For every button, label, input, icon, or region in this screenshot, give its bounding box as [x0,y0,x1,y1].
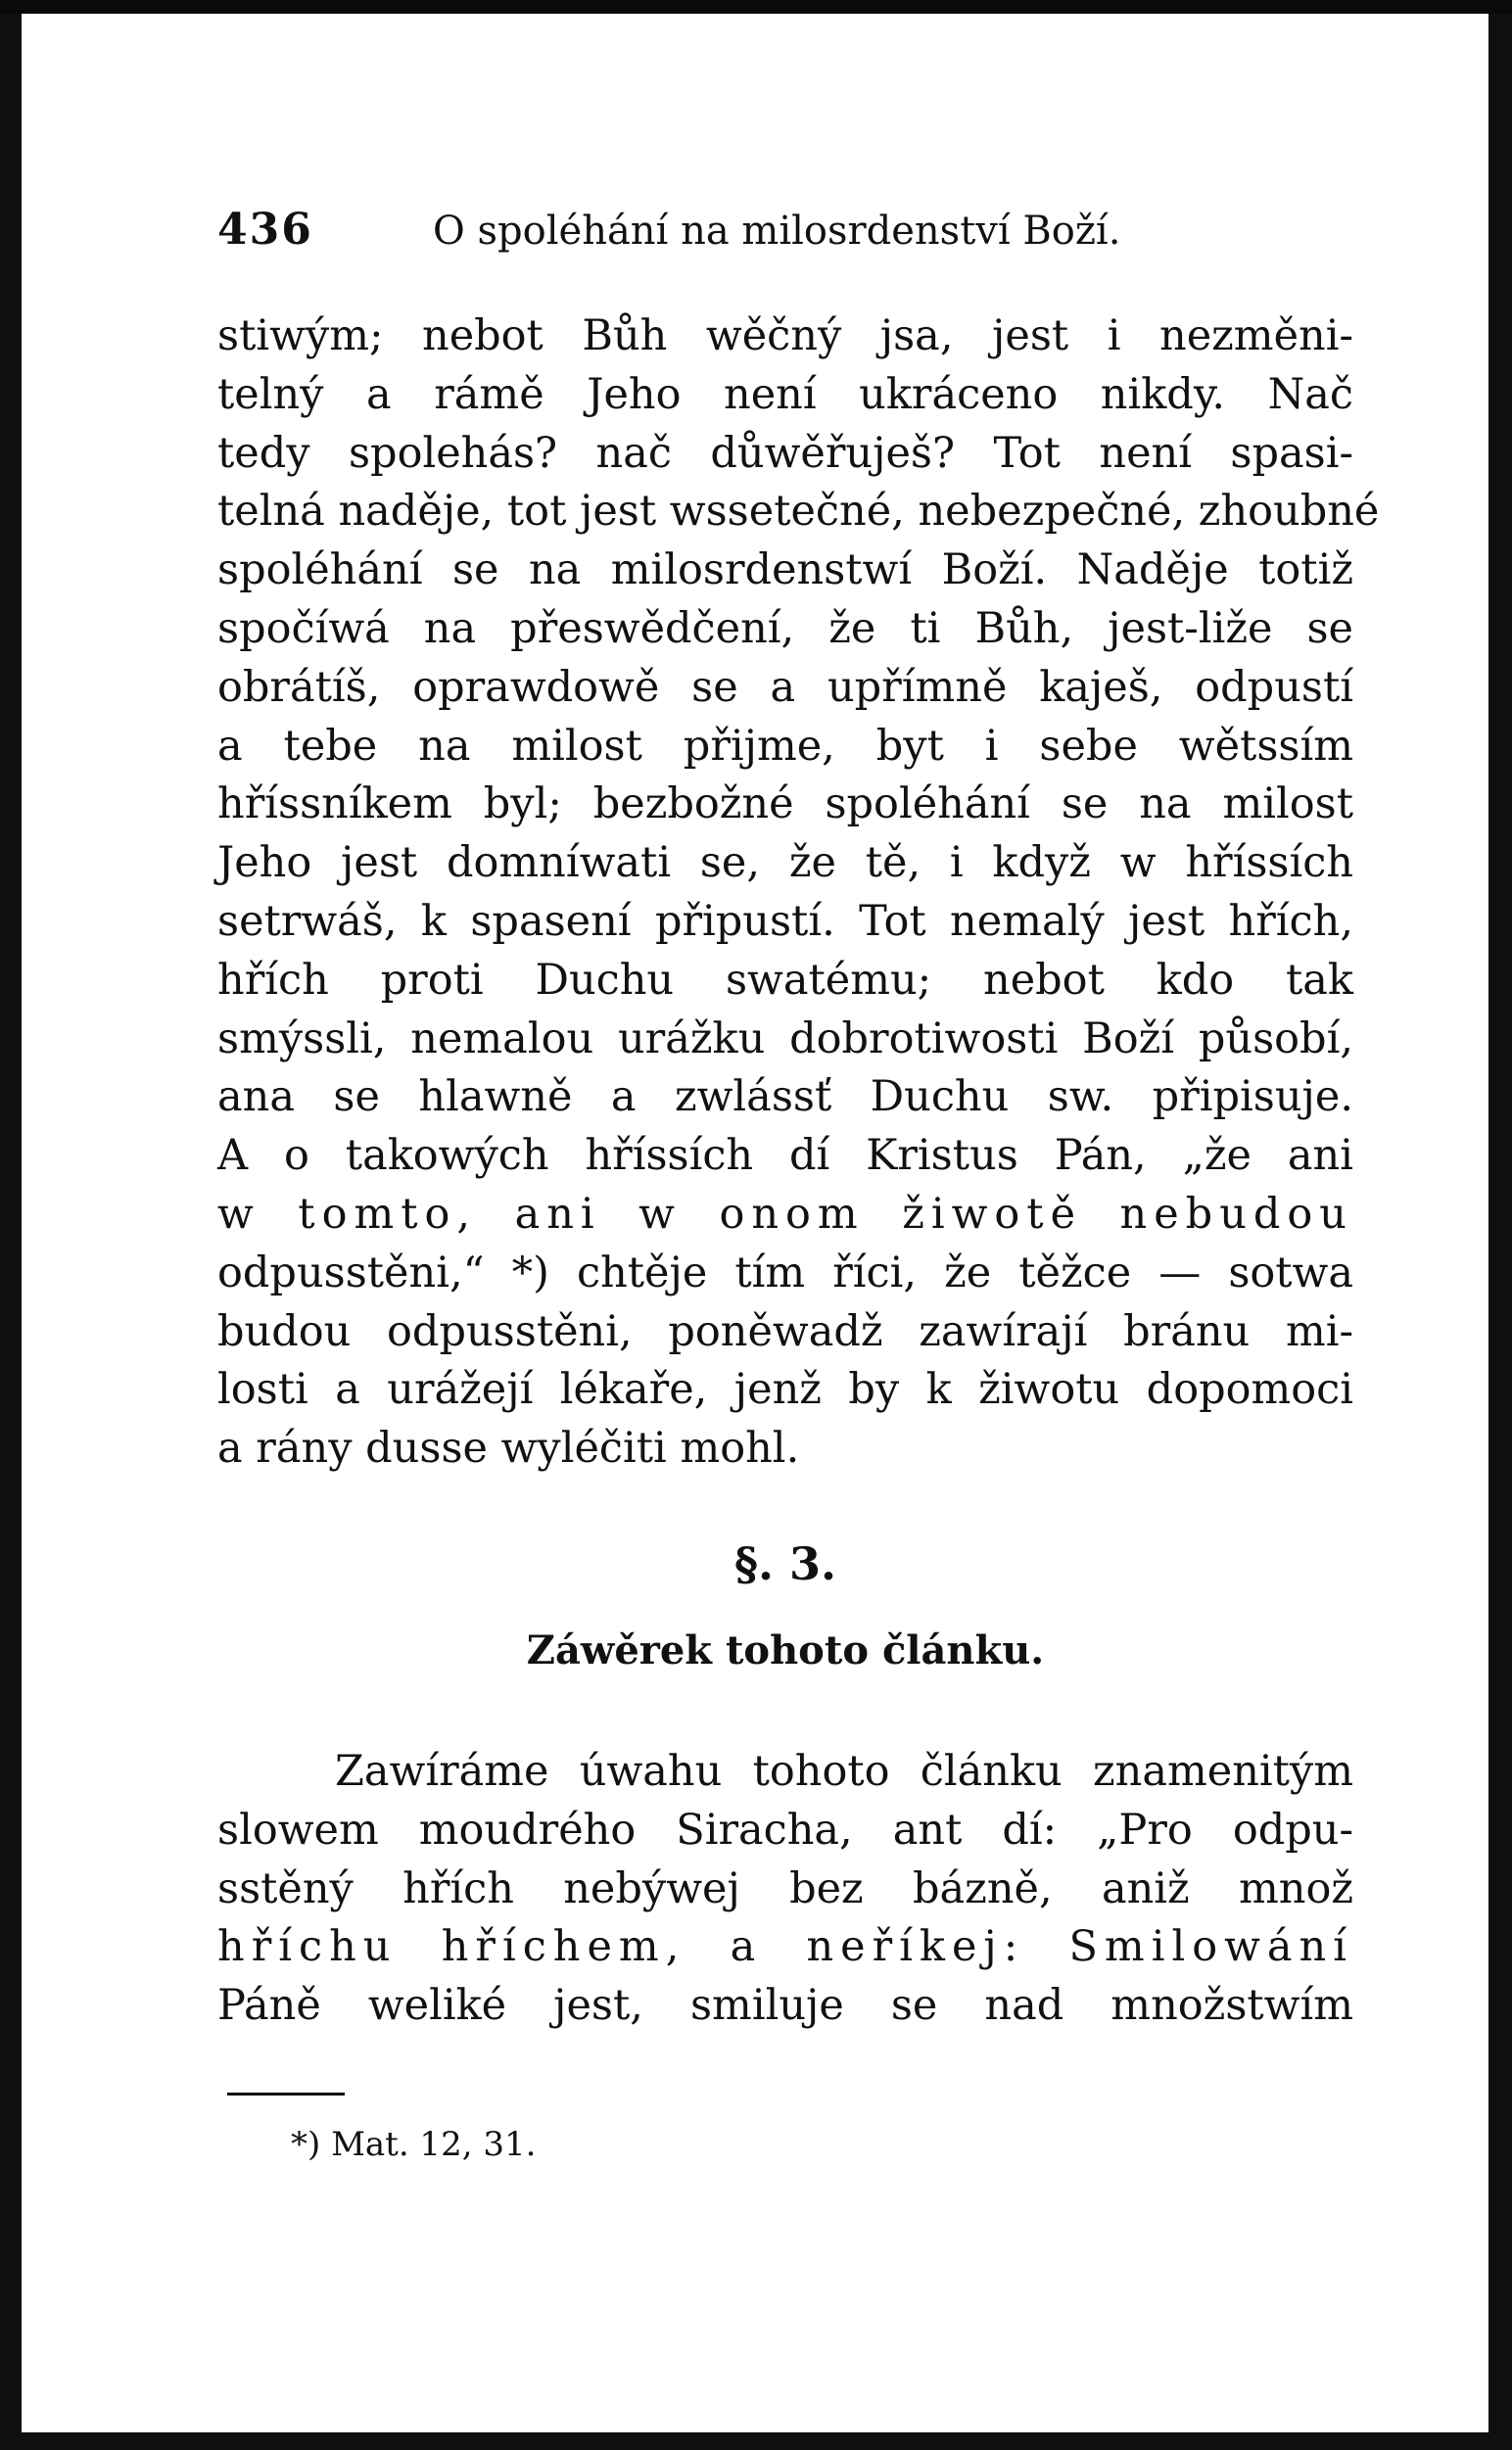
running-head: O spoléhání na milosrdenství Boží. [433,209,1121,254]
text-line: sstěný hřích nebýwej bez bázně, aniž množ [217,1863,1353,1913]
text-line: spoléhání se na milosrdenstwí Boží. Naděje totiž [217,545,1353,595]
text-line: budou odpusstěni, poněwadž zawírají bránu mi- [217,1306,1353,1356]
paragraph-1 [217,307,1380,1479]
page-number: 436 [217,205,313,255]
text-line: obrátíš, oprawdowě se a upřímně kaješ, odpustí [217,662,1353,712]
page-header [217,205,1353,263]
paragraph-2 [217,1743,1353,2036]
text-line: w tomto, ani w onom žiwotě nebudou [217,1189,1353,1239]
footnote-rule [227,2093,345,2096]
text-line: slowem moudrého Siracha, ant dí: „Pro odpu- [217,1805,1353,1855]
text-line: a rány dusse wyléčiti mohl. [217,1424,800,1474]
text-line: hříchu hříchem, a neříkej: Smilowání [217,1922,1353,1972]
text-line: Jeho jest domníwati se, že tě, i když w hříssích [217,838,1353,888]
footnote: *) Mat. 12, 31. [291,2124,537,2164]
text-line: telný a rámě Jeho není ukráceno nikdy. Nač [217,369,1353,419]
page-content [217,205,1380,2164]
book-page [22,14,1488,2432]
section-number: §. 3. [733,1536,837,1590]
text-line: spočíwá na přeswědčení, že ti Bůh, jest-liže se [217,603,1353,653]
text-line: telná naděje, tot jest wssetečné, nebezpečné, zhoubné [217,487,1380,537]
text-line: hřích proti Duchu swatému; nebot kdo tak [217,955,1353,1005]
text-line: Páně weliké jest, smiluje se nad množstwím [217,1981,1353,2031]
scan-border-top [0,0,1512,14]
text-line: setrwáš, k spasení připustí. Tot nemalý jest hřích, [217,896,1353,946]
text-line: Zawíráme úwahu tohoto článku znamenitým [335,1746,1353,1796]
text-line: smýssli, nemalou urážku dobrotiwosti Boží působí, [217,1013,1353,1063]
text-line: tedy spolehás? nač důwěřuješ? Tot není spasi- [217,428,1353,478]
text-line: losti a urážejí lékaře, jenž by k žiwotu dopomoci [217,1365,1353,1415]
text-line: hříssníkem byl; bezbožné spoléhání se na milost [217,779,1353,829]
text-line: A o takowých hříssích dí Kristus Pán, „že ani [217,1131,1353,1181]
text-line: odpusstěni,“ *) chtěje tím říci, že těžce — sotwa [217,1248,1353,1297]
text-line: a tebe na milost přijme, byt i sebe wětssím [217,721,1353,771]
text-line: stiwým; nebot Bůh wěčný jsa, jest i nezměni- [217,311,1353,360]
text-line: ana se hlawně a zwlássť Duchu sw. připisuje. [217,1072,1353,1122]
section-title: Záwěrek tohoto článku. [526,1626,1045,1673]
